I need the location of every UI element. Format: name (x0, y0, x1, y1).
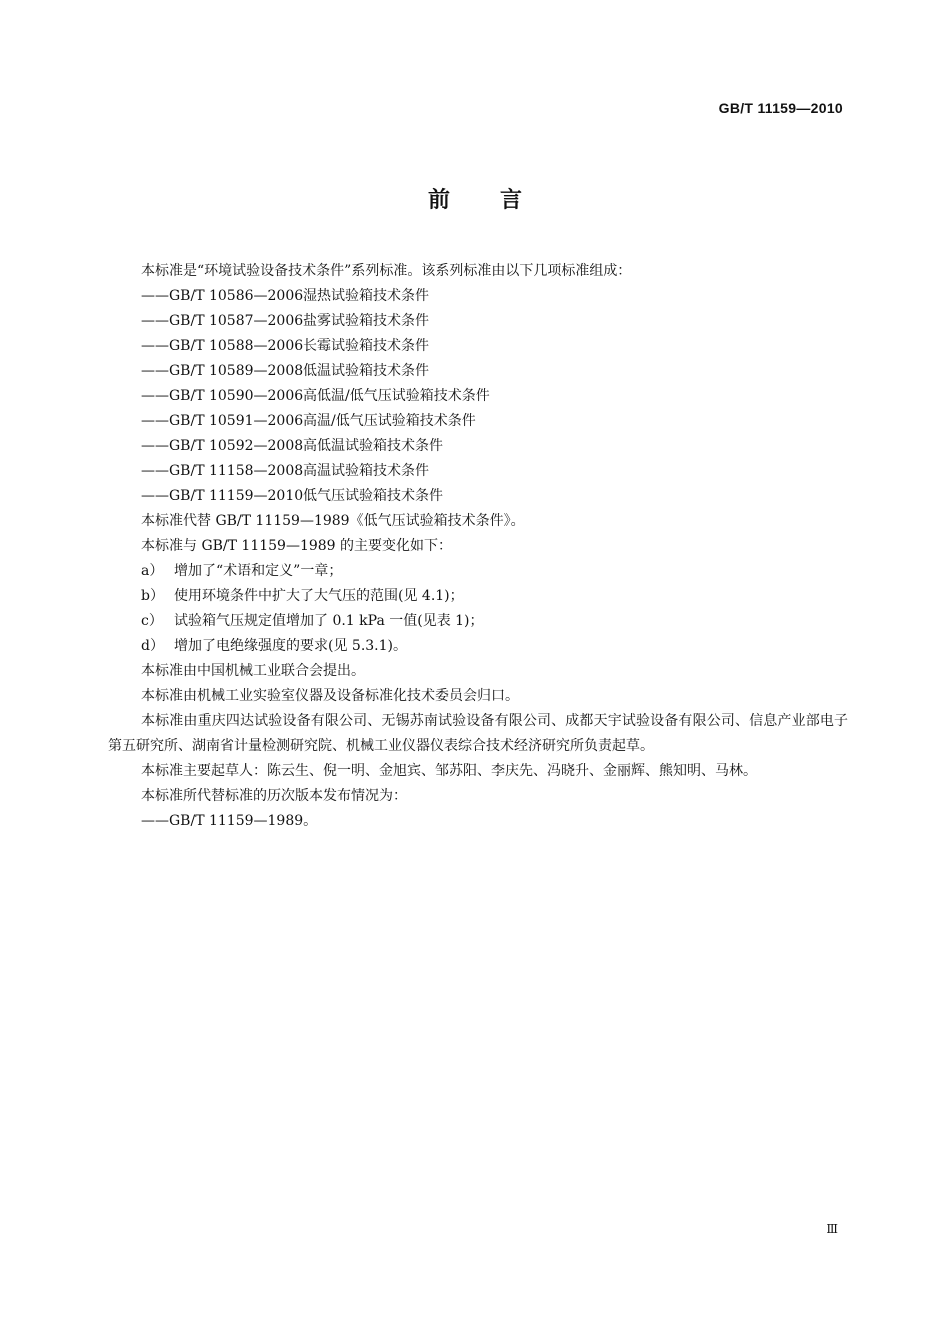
centralized-by-paragraph: 本标准由机械工业实验室仪器及设备标准化技术委员会归口。 (141, 688, 519, 704)
standard-item (108, 359, 848, 384)
standard-code: ——GB/T 10591—2006 (141, 413, 304, 429)
list-marker: d） (141, 638, 164, 654)
standard-name: 盐雾试验箱技术条件 (303, 313, 429, 329)
drafters-paragraph: 本标准主要起草人：陈云生、倪一明、金旭宾、邹苏阳、李庆先、冯晓升、金丽辉、熊知明、马林。 (141, 763, 757, 779)
change-item (108, 559, 848, 584)
page-number: Ⅲ (826, 1222, 838, 1236)
change-text: 增加了电绝缘强度的要求(见 5.3.1)。 (174, 638, 407, 654)
standard-name: 低温试验箱技术条件 (303, 363, 429, 379)
list-marker: c） (141, 613, 163, 629)
intro-paragraph: 本标准是“环境试验设备技术条件”系列标准。该系列标准由以下几项标准组成： (141, 263, 632, 279)
standard-code: ——GB/T 11159—2010 (141, 488, 304, 504)
standard-name: 低气压试验箱技术条件 (303, 488, 443, 504)
proposed-by-paragraph: 本标准由中国机械工业联合会提出。 (141, 663, 365, 679)
replaces-paragraph: 本标准代替 GB/T 11159—1989《低气压试验箱技术条件》。 (141, 513, 525, 529)
drafted-by-paragraph: 本标准由重庆四达试验设备有限公司、无锡苏南试验设备有限公司、成都天宇试验设备有限公司、信息产业部电子第五研究所、湖南省计量检测研究院、机械工业仪器仪表综合技术经济研究所负责起草。 (108, 713, 848, 754)
standard-name: 湿热试验箱技术条件 (303, 288, 429, 304)
standard-code: ——GB/T 10588—2006 (141, 338, 304, 354)
page-title: 前言 (427, 188, 572, 213)
history-item: ——GB/T 11159—1989。 (141, 813, 318, 829)
change-text: 使用环境条件中扩大了大气压的范围(见 4.1)； (174, 588, 464, 604)
standard-code: ——GB/T 10586—2006 (141, 288, 304, 304)
history-intro: 本标准所代替标准的历次版本发布情况为： (141, 788, 407, 804)
standard-code: ——GB/T 10590—2006 (141, 388, 304, 404)
standard-item (108, 409, 848, 434)
standard-code: ——GB/T 11158—2008 (141, 463, 304, 479)
list-marker: a） (141, 563, 164, 579)
changes-intro: 本标准与 GB/T 11159—1989 的主要变化如下： (141, 538, 453, 554)
change-item (108, 609, 848, 634)
foreword-body (108, 259, 848, 834)
change-text: 增加了“术语和定义”一章； (174, 563, 343, 579)
standard-code-header: GB/T 11159—2010 (718, 100, 843, 116)
standard-name: 高温试验箱技术条件 (303, 463, 429, 479)
standard-item (108, 384, 848, 409)
standard-item (108, 334, 848, 359)
standard-item (108, 459, 848, 484)
change-item (108, 634, 848, 659)
standard-name: 长霉试验箱技术条件 (303, 338, 429, 354)
standard-item (108, 309, 848, 334)
standard-code: ——GB/T 10587—2006 (141, 313, 304, 329)
standard-code: ——GB/T 10589—2008 (141, 363, 304, 379)
standard-item (108, 484, 848, 509)
changes-list (108, 559, 848, 659)
change-text: 试验箱气压规定值增加了 0.1 kPa 一值(见表 1)； (174, 613, 484, 629)
standard-item (108, 434, 848, 459)
change-item (108, 584, 848, 609)
standard-name: 高低温/低气压试验箱技术条件 (303, 388, 490, 404)
standard-code: ——GB/T 10592—2008 (141, 438, 304, 454)
list-marker: b） (141, 588, 164, 604)
standard-item (108, 284, 848, 309)
standards-list (108, 284, 848, 509)
standard-name: 高温/低气压试验箱技术条件 (303, 413, 476, 429)
standard-name: 高低温试验箱技术条件 (303, 438, 443, 454)
